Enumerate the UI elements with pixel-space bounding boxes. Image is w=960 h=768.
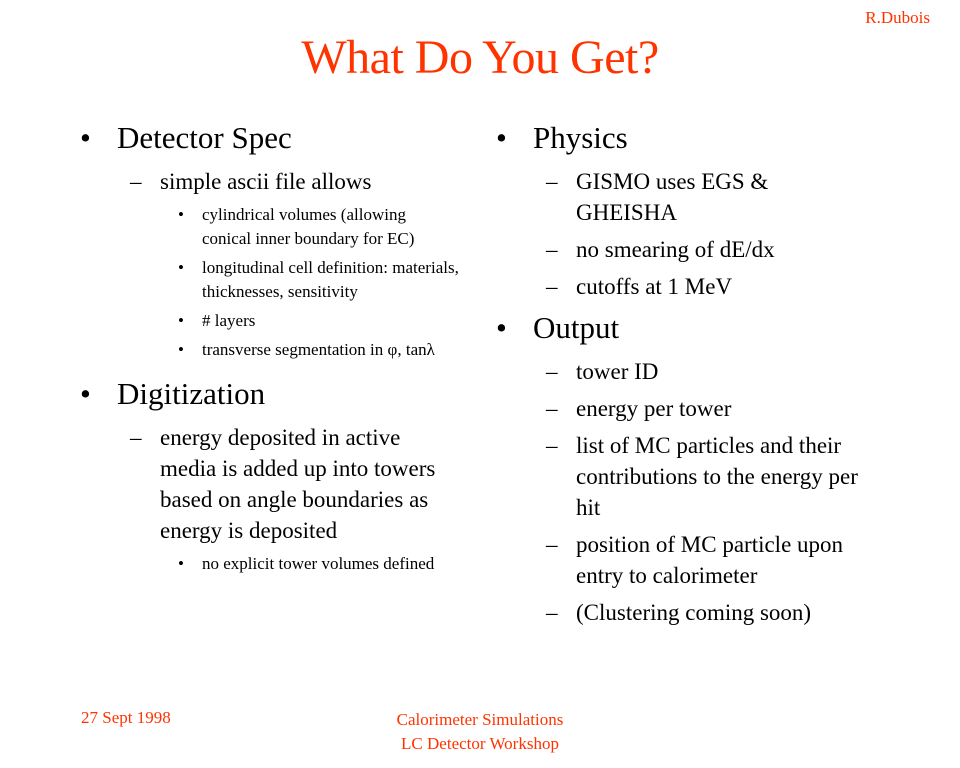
bullet-icon: •	[80, 376, 91, 411]
slide-title: What Do You Get?	[301, 31, 659, 84]
detector-item	[80, 338, 502, 362]
footer-event	[0, 708, 960, 756]
output-item-text: list of MC particles and their contributions to the energy per hit	[576, 433, 858, 520]
dash-icon: –	[546, 396, 558, 421]
output-item	[496, 430, 886, 523]
bullet-digitization	[80, 374, 480, 414]
digitization-sub-text: energy deposited in active media is added up into towers based on angle boundaries as energy is deposited	[160, 425, 436, 543]
detector-item-text: transverse segmentation in φ, tanλ	[202, 340, 435, 359]
bullet-icon: •	[496, 310, 507, 345]
dash-icon: –	[546, 169, 558, 194]
dash-icon: –	[546, 359, 558, 384]
output-heading: Output	[533, 310, 620, 345]
detector-spec-heading: Detector Spec	[117, 120, 292, 155]
right-column	[496, 118, 936, 634]
dash-icon: –	[546, 237, 558, 262]
dash-icon: –	[130, 169, 142, 194]
output-item-text: position of MC particle upon entry to calorimeter	[576, 532, 844, 588]
dot-icon: •	[178, 205, 184, 224]
dot-icon: •	[178, 554, 184, 573]
digitization-item-text: no explicit tower volumes defined	[202, 554, 435, 573]
digitization-heading: Digitization	[117, 376, 266, 411]
output-item-text: energy per tower	[576, 396, 732, 421]
dash-icon: –	[546, 600, 558, 625]
physics-heading: Physics	[533, 120, 628, 155]
left-column	[80, 118, 480, 581]
detector-spec-sub-text: simple ascii file allows	[160, 169, 372, 194]
detector-item	[80, 309, 480, 333]
detector-spec-sub	[80, 166, 450, 197]
dash-icon: –	[546, 433, 558, 458]
detector-item-text: longitudinal cell definition: materials, thicknesses, sensitivity	[202, 258, 459, 301]
dot-icon: •	[178, 311, 184, 330]
digitization-sub	[80, 422, 460, 546]
output-item-text: (Clustering coming soon)	[576, 600, 812, 625]
bullet-icon: •	[496, 120, 507, 155]
physics-item	[496, 234, 936, 265]
output-item-text: tower ID	[576, 359, 659, 384]
bullet-icon: •	[80, 120, 91, 155]
physics-item-text: GISMO uses EGS & GHEISHA	[576, 169, 769, 225]
footer-date: 27 Sept 1998	[81, 708, 171, 727]
detector-item	[80, 256, 462, 304]
physics-item	[496, 166, 806, 228]
physics-item	[496, 271, 936, 302]
dot-icon: •	[178, 258, 184, 277]
digitization-item	[80, 552, 502, 576]
physics-item-text: cutoffs at 1 MeV	[576, 274, 733, 299]
physics-item-text: no smearing of dE/dx	[576, 237, 775, 262]
detector-item-text: cylindrical volumes (allowing conical inner boundary for EC)	[202, 205, 415, 248]
output-item	[496, 529, 876, 591]
bullet-physics	[496, 118, 936, 158]
bullet-detector-spec	[80, 118, 480, 158]
dash-icon: –	[546, 274, 558, 299]
bullet-output	[496, 308, 936, 348]
footer-line-1: Calorimeter Simulations	[396, 710, 564, 729]
output-item	[496, 356, 936, 387]
dash-icon: –	[130, 425, 142, 450]
output-item	[496, 393, 936, 424]
dash-icon: –	[546, 532, 558, 557]
output-item	[496, 597, 936, 628]
footer-line-2: LC Detector Workshop	[401, 734, 559, 753]
dot-icon: •	[178, 340, 184, 359]
author-label: R.Dubois	[865, 8, 930, 27]
detector-item	[80, 203, 422, 251]
detector-item-text: # layers	[202, 311, 256, 330]
